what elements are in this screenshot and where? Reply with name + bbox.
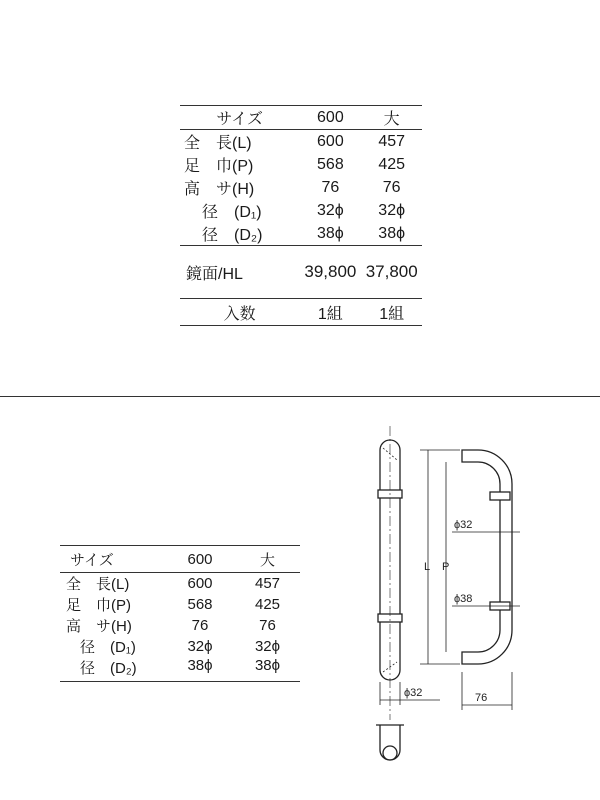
spec-table-bottom [60,545,300,682]
table-header-row [60,546,300,573]
price-large: 37,800 [361,246,422,299]
front-view [378,426,402,720]
table-row [60,594,300,615]
size-large-header: 大 [235,546,300,573]
cell-value: 38ϕ [165,657,235,682]
cell-value: 600 [187,575,213,592]
cell-value: 38ϕ [235,657,300,682]
table-row [180,222,422,246]
diameter-1-label: ϕ32 [454,519,473,531]
row-label-diameter-1: 径 (D₁) [202,204,262,221]
table-row [180,153,422,176]
table-row [60,615,300,636]
side-collar-top [490,492,510,500]
cell-value: 32ϕ [316,201,344,219]
row-label-diameter-2: 径 (D₂) [180,222,299,246]
size-large-header: 大 [361,106,422,130]
end-view-hole [383,746,397,760]
cell-value: 76 [382,178,401,196]
cell-value: 457 [255,575,281,592]
handle-outline [462,450,512,664]
finish-label: 鏡面/HL [180,246,299,299]
cell-value: 32ϕ [378,201,406,219]
table-header-row [180,106,422,130]
row-label-diameter-2: 径 (D₂) [60,657,165,682]
table-row [60,636,300,657]
front-diameter-label: ϕ32 [404,687,423,699]
end-view [376,725,404,760]
quantity-large: 1組 [361,299,422,326]
side-view [462,450,512,664]
quantity-label: 入数 [180,299,299,326]
spec-table-top [180,105,422,326]
table-row [180,199,422,222]
cell-value: 457 [378,132,406,150]
cell-value: 38ϕ [361,222,422,246]
row-label-diameter-1: 径 (D₁) [80,639,136,656]
handle-drawing [340,420,580,780]
row-label-length: 全 長(L) [66,576,130,593]
table-row [180,130,422,154]
size-header: サイズ [180,106,299,130]
cell-value: 38ϕ [299,222,361,246]
price-row [180,246,422,299]
size-header: サイズ [60,546,165,573]
row-label-pitch: 足 巾(P) [66,597,131,614]
table-row [180,176,422,199]
cell-value: 76 [191,617,209,634]
height-label: 76 [475,692,488,704]
section-divider [0,396,600,397]
cell-value: 76 [321,178,340,196]
row-label-pitch: 足 巾(P) [184,158,254,175]
quantity-600: 1組 [299,299,361,326]
length-label: L [424,561,431,573]
cell-value: 32ϕ [187,638,213,655]
quantity-row [180,299,422,326]
side-dimensions [420,450,520,710]
table-row [60,573,300,595]
table-row [60,657,300,682]
price-600: 39,800 [299,246,361,299]
row-label-height: 高 サ(H) [66,618,132,635]
cell-value: 568 [317,155,344,173]
front-diameter-dimension [380,682,440,705]
pitch-label: P [442,561,450,573]
cell-value: 600 [317,132,344,150]
cell-value: 568 [187,596,213,613]
cell-value: 425 [378,155,406,173]
cell-value: 32ϕ [254,638,281,655]
size-600-header: 600 [299,106,361,130]
cell-value: 76 [259,617,276,634]
row-label-length: 全 長(L) [184,135,252,152]
diameter-2-label: ϕ38 [454,593,473,605]
row-label-height: 高 サ(H) [184,181,255,198]
size-600-header: 600 [165,546,235,573]
cell-value: 425 [255,596,281,613]
